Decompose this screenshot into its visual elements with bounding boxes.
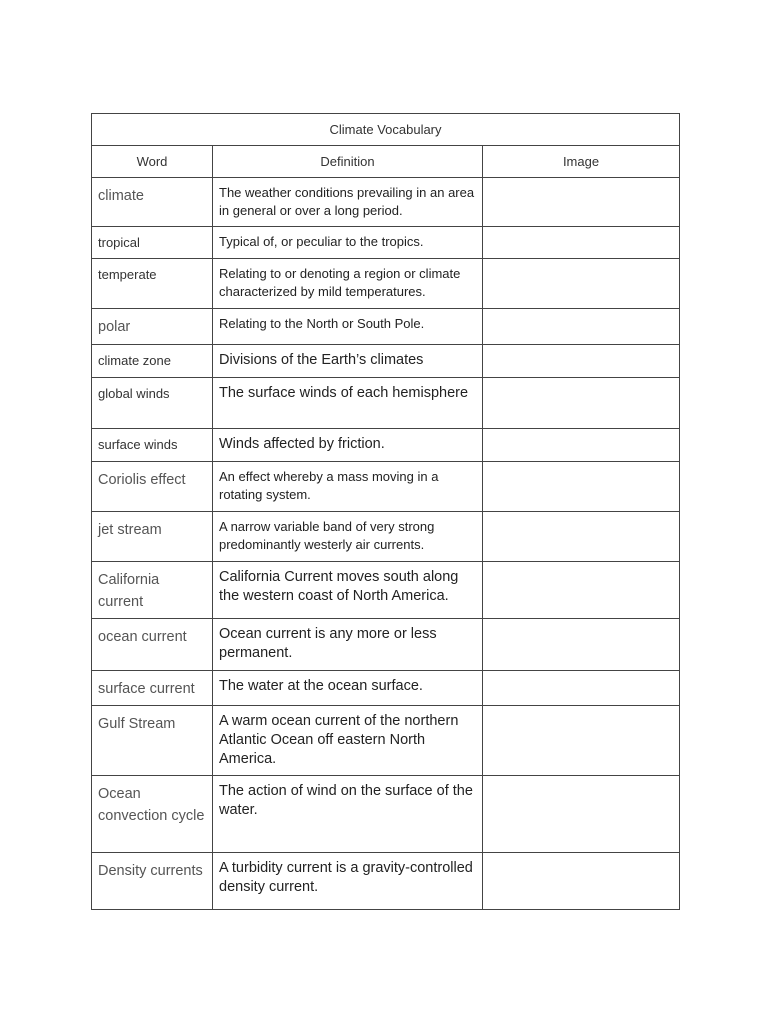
word-cell: surface current [92,671,213,706]
definition-cell: The action of wind on the surface of the water. [213,776,483,853]
table-row [92,671,680,706]
image-cell [483,259,680,309]
word-cell: climate zone [92,345,213,378]
table-row [92,178,680,227]
image-cell [483,378,680,429]
table-title: Climate Vocabulary [92,114,680,146]
image-cell [483,345,680,378]
title-row [92,114,680,146]
table-row [92,227,680,259]
table-row [92,378,680,429]
table-row [92,776,680,853]
definition-cell: Winds affected by friction. [213,429,483,462]
image-cell [483,853,680,910]
image-cell [483,562,680,619]
word-cell: ocean current [92,619,213,671]
table-row [92,853,680,910]
definition-cell: A turbidity current is a gravity-controlled density current. [213,853,483,910]
word-cell: jet stream [92,512,213,562]
header-word: Word [92,146,213,178]
word-cell: Coriolis effect [92,462,213,512]
table-row [92,345,680,378]
word-cell: California current [92,562,213,619]
word-cell: Gulf Stream [92,706,213,776]
word-cell: temperate [92,259,213,309]
image-cell [483,671,680,706]
definition-cell: Ocean current is any more or less permanent. [213,619,483,671]
definition-cell: A warm ocean current of the northern Atlantic Ocean off eastern North America. [213,706,483,776]
image-cell [483,706,680,776]
image-cell [483,512,680,562]
definition-cell: An effect whereby a mass moving in a rotating system. [213,462,483,512]
image-cell [483,429,680,462]
definition-cell: The water at the ocean surface. [213,671,483,706]
word-cell: polar [92,309,213,345]
definition-cell: A narrow variable band of very strong predominantly westerly air currents. [213,512,483,562]
image-cell [483,227,680,259]
image-cell [483,776,680,853]
table-row [92,259,680,309]
word-cell: Ocean convection cycle [92,776,213,853]
image-cell [483,178,680,227]
table-row [92,512,680,562]
image-cell [483,462,680,512]
word-cell: global winds [92,378,213,429]
table-row [92,706,680,776]
table-row [92,429,680,462]
header-image: Image [483,146,680,178]
header-row [92,146,680,178]
definition-cell: California Current moves south along the western coast of North America. [213,562,483,619]
definition-cell: Relating to or denoting a region or climate characterized by mild temperatures. [213,259,483,309]
table-row [92,619,680,671]
definition-cell: Divisions of the Earth’s climates [213,345,483,378]
definition-cell: Relating to the North or South Pole. [213,309,483,345]
word-cell: Density currents [92,853,213,910]
image-cell [483,309,680,345]
image-cell [483,619,680,671]
definition-cell: The weather conditions prevailing in an area in general or over a long period. [213,178,483,227]
table-row [92,309,680,345]
word-cell: surface winds [92,429,213,462]
table-row [92,462,680,512]
word-cell: tropical [92,227,213,259]
definition-cell: Typical of, or peculiar to the tropics. [213,227,483,259]
definition-cell: The surface winds of each hemisphere [213,378,483,429]
header-definition: Definition [213,146,483,178]
vocabulary-table [91,113,680,910]
word-cell: climate [92,178,213,227]
table-row [92,562,680,619]
